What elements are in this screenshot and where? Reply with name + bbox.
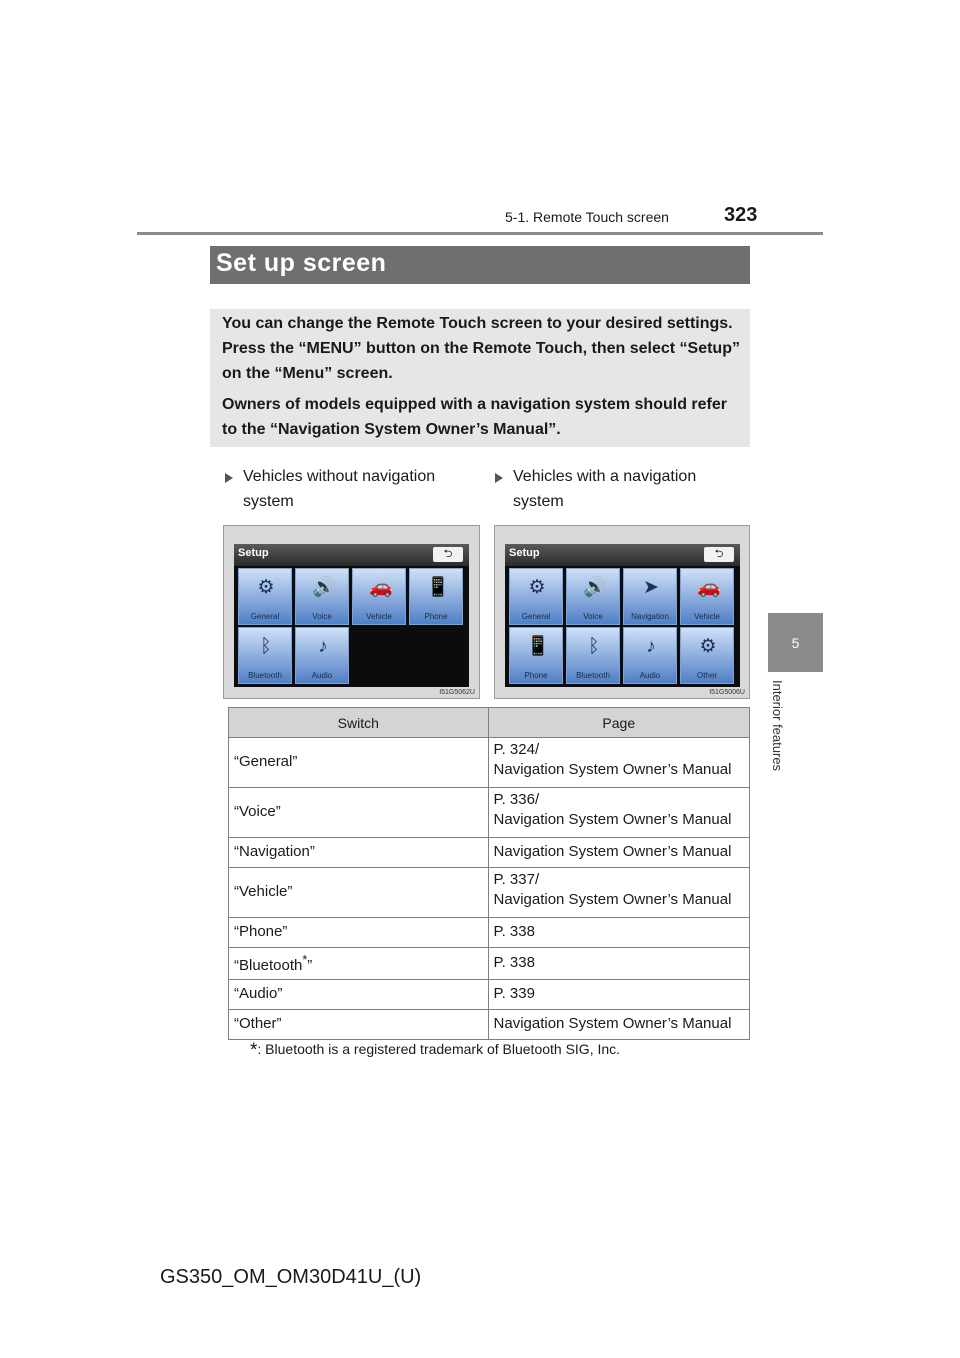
tile-bluetooth[interactable]: ᛒ Bluetooth: [566, 627, 620, 684]
table-row: [229, 738, 750, 788]
table-row: [229, 1010, 750, 1040]
table-row: [229, 868, 750, 918]
tile-audio[interactable]: ♪ Audio: [623, 627, 677, 684]
phone-icon: 📱: [526, 636, 550, 657]
switch-cell: “Vehicle”: [229, 868, 489, 918]
car-icon: 🚗: [697, 577, 721, 598]
intro-paragraph: Owners of models equipped with a navigation system should refer to the “Navigation System Owner’s Manual”.: [222, 396, 727, 438]
page-cell: P. 324/ Navigation System Owner’s Manual: [488, 738, 749, 788]
bluetooth-icon: ᛒ: [588, 636, 600, 657]
screen-titlebar: [234, 544, 469, 566]
column-header-switch: Switch: [229, 708, 489, 738]
tile-phone[interactable]: 📱 Phone: [409, 568, 463, 625]
switch-cell: “Phone”: [229, 918, 489, 948]
footnote: [250, 1040, 620, 1062]
setup-screen: [505, 544, 740, 687]
screenshot-no-nav: [223, 525, 480, 699]
switch-cell: “Audio”: [229, 980, 489, 1010]
intro-paragraph: You can change the Remote Touch screen to your desired settings. Press the “MENU” button on the Remote Touch, then select “Setup” on the “Menu” screen.: [222, 315, 740, 382]
page-cell: Navigation System Owner’s Manual: [488, 1010, 749, 1040]
table-row: [229, 948, 750, 980]
screenshot-nav: [494, 525, 750, 699]
tile-vehicle[interactable]: 🚗 Vehicle: [680, 568, 734, 625]
back-button[interactable]: ⮌: [704, 547, 734, 562]
column-header-page: Page: [488, 708, 749, 738]
music-note-icon: ♪: [646, 636, 656, 657]
switch-cell: “Bluetooth*”: [229, 948, 489, 980]
speaker-icon: 🔊: [583, 577, 607, 598]
phone-icon: 📱: [426, 577, 450, 598]
gear-icon: ⚙: [699, 636, 717, 657]
tile-audio[interactable]: ♪ Audio: [295, 627, 349, 684]
tile-vehicle[interactable]: 🚗 Vehicle: [352, 568, 406, 625]
footnote-marker: *: [302, 953, 308, 967]
page-cell: Navigation System Owner’s Manual: [488, 838, 749, 868]
chapter-number: 5: [791, 634, 800, 651]
page-cell: P. 338: [488, 918, 749, 948]
gear-icon: ⚙: [257, 577, 275, 598]
tile-voice[interactable]: 🔊 Voice: [295, 568, 349, 625]
switch-cell: “General”: [229, 738, 489, 788]
table-row: [229, 838, 750, 868]
page-cell: P. 338: [488, 948, 749, 980]
tile-voice[interactable]: 🔊 Voice: [566, 568, 620, 625]
screen-titlebar: [505, 544, 740, 566]
triangle-bullet-icon: [225, 473, 233, 483]
tile-general[interactable]: ⚙ General: [238, 568, 292, 625]
compass-icon: ➤: [643, 577, 659, 598]
page-cell: P. 337/ Navigation System Owner’s Manual: [488, 868, 749, 918]
screen-title: Setup: [238, 547, 269, 559]
document-code: GS350_OM_OM30D41U_(U): [160, 1266, 422, 1288]
page-cell: P. 339: [488, 980, 749, 1010]
tile-general[interactable]: ⚙ General: [509, 568, 563, 625]
table-header-row: [229, 708, 750, 738]
footnote-marker: *: [250, 1040, 258, 1061]
tile-navigation[interactable]: ➤ Navigation: [623, 568, 677, 625]
page-number: 323: [724, 204, 758, 226]
tile-bluetooth[interactable]: ᛒ Bluetooth: [238, 627, 292, 684]
chapter-label: Interior features: [770, 680, 785, 772]
image-code: I51G5006U: [709, 689, 745, 696]
table-row: [229, 918, 750, 948]
section-heading: 5-1. Remote Touch screen: [505, 209, 669, 225]
switch-cell: “Voice”: [229, 788, 489, 838]
gear-icon: ⚙: [528, 577, 546, 598]
chapter-tab: [768, 613, 823, 672]
bluetooth-icon: ᛒ: [260, 636, 272, 657]
header-divider: [137, 232, 823, 235]
variant-label-no-nav: Vehicles without navigation system: [225, 464, 445, 514]
switch-reference-table: [228, 707, 750, 1040]
tile-phone[interactable]: 📱 Phone: [509, 627, 563, 684]
setup-screen: [234, 544, 469, 687]
page-cell: P. 336/ Navigation System Owner’s Manual: [488, 788, 749, 838]
back-button[interactable]: ⮌: [433, 547, 463, 562]
car-icon: 🚗: [369, 577, 393, 598]
variant-label-nav: Vehicles with a navigation system: [495, 464, 715, 514]
footnote-text: : Bluetooth is a registered trademark of Bluetooth SIG, Inc.: [257, 1041, 621, 1057]
table-row: [229, 788, 750, 838]
speaker-icon: 🔊: [312, 577, 336, 598]
intro-box: [210, 309, 750, 447]
screen-title: Setup: [509, 547, 540, 559]
music-note-icon: ♪: [318, 636, 328, 657]
image-code: I51G5062U: [439, 689, 475, 696]
table-row: [229, 980, 750, 1010]
page-title: Set up screen: [210, 246, 750, 284]
switch-cell: “Navigation”: [229, 838, 489, 868]
triangle-bullet-icon: [495, 473, 503, 483]
switch-cell: “Other”: [229, 1010, 489, 1040]
tile-other[interactable]: ⚙ Other: [680, 627, 734, 684]
